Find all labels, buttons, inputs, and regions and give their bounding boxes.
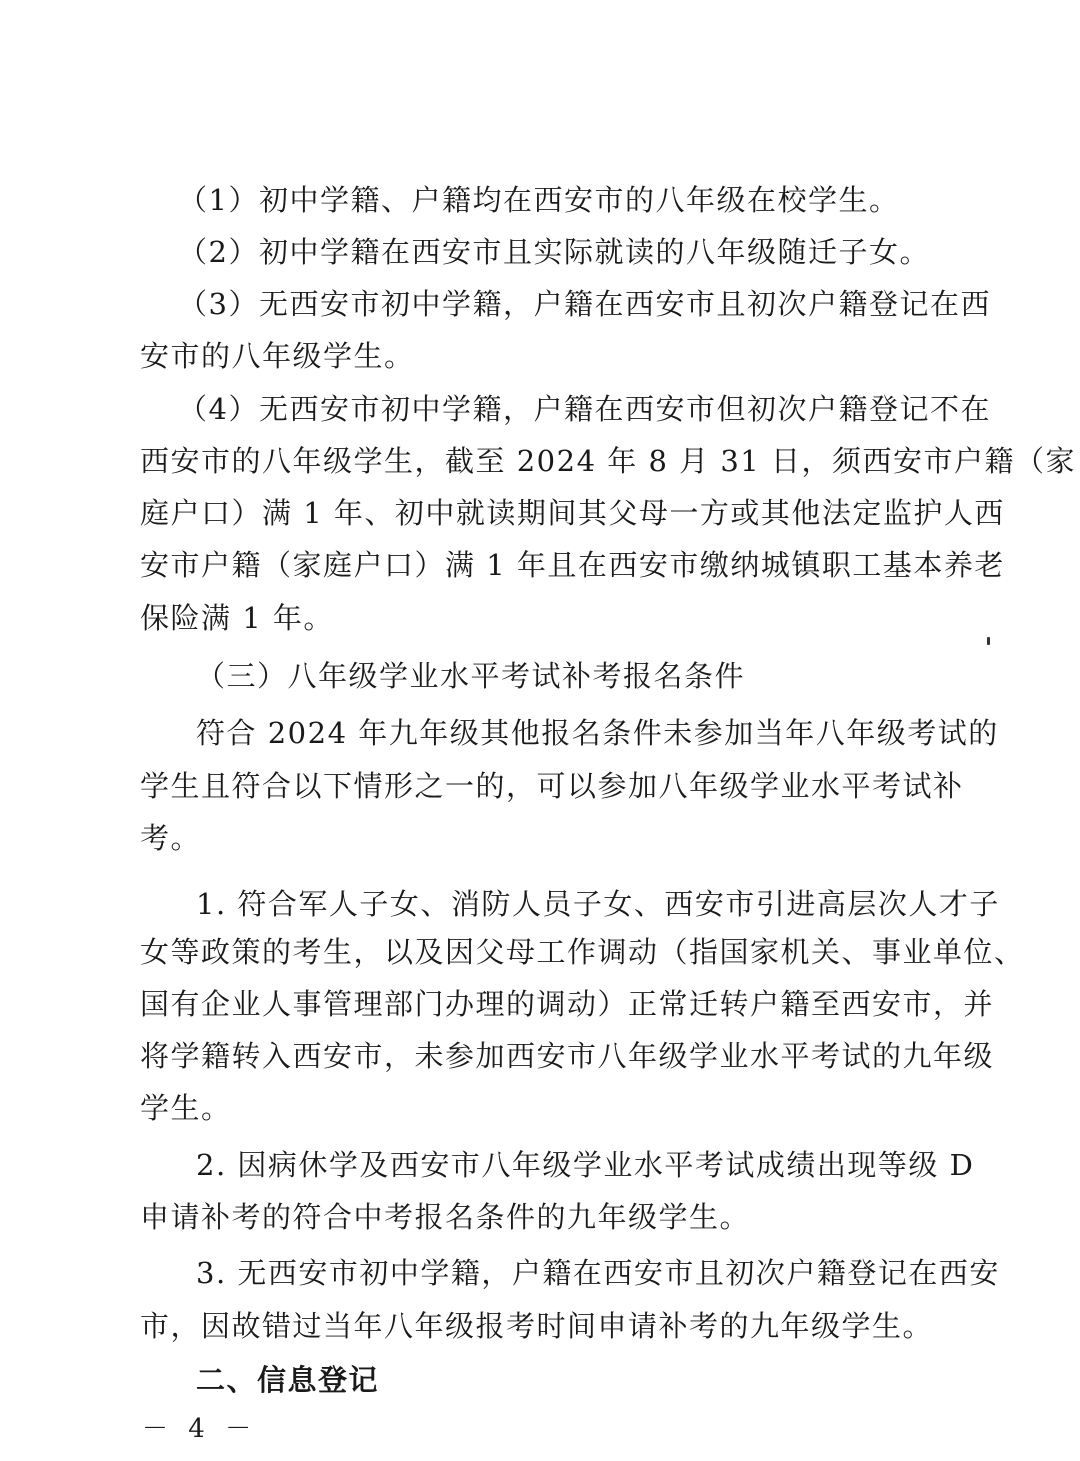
text-line: （1）初中学籍、户籍均在西安市的八年级在校学生。 bbox=[178, 183, 900, 217]
text-line: 国有企业人事管理部门办理的调动）正常迁转户籍至西安市，并 bbox=[140, 987, 995, 1021]
text-line: 保险满 1 年。 bbox=[140, 601, 334, 635]
text-line: 1. 符合军人子女、消防人员子女、西安市引进高层次人才子 bbox=[196, 887, 1000, 921]
text-line: （4）无西安市初中学籍，户籍在西安市但初次户籍登记不在 bbox=[178, 392, 991, 426]
section-heading: （三）八年级学业水平考试补考报名条件 bbox=[196, 659, 746, 693]
text-line: （3）无西安市初中学籍，户籍在西安市且初次户籍登记在西 bbox=[178, 287, 991, 321]
text-line: 2. 因病休学及西安市八年级学业水平考试成绩出现等级 D bbox=[196, 1148, 975, 1182]
section-heading-bold: 二、信息登记 bbox=[196, 1363, 380, 1397]
text-line: 市，因故错过当年八年级报考时间申请补考的九年级学生。 bbox=[140, 1309, 934, 1343]
text-line: 安市户籍（家庭户口）满 1 年且在西安市缴纳城镇职工基本养老 bbox=[140, 548, 1005, 582]
text-line: 将学籍转入西安市，未参加西安市八年级学业水平考试的九年级 bbox=[140, 1039, 995, 1073]
text-line: 符合 2024 年九年级其他报名条件未参加当年八年级考试的 bbox=[196, 716, 999, 750]
text-line: 西安市的八年级学生，截至 2024 年 8 月 31 日，须西安市户籍（家 bbox=[140, 444, 1076, 478]
text-line: 学生且符合以下情形之一的，可以参加八年级学业水平考试补 bbox=[140, 769, 964, 803]
scan-speck bbox=[987, 637, 990, 645]
page-number: － 4 － bbox=[142, 1414, 258, 1444]
text-line: 考。 bbox=[140, 821, 202, 855]
text-line: 安市的八年级学生。 bbox=[140, 339, 415, 373]
text-line: 学生。 bbox=[140, 1091, 232, 1125]
text-line: 女等政策的考生，以及因父母工作调动（指国家机关、事业单位、 bbox=[140, 935, 1025, 969]
text-line: 庭户口）满 1 年、初中就读期间其父母一方或其他法定监护人西 bbox=[140, 496, 1005, 530]
text-line: 3. 无西安市初中学籍，户籍在西安市且初次户籍登记在西安 bbox=[196, 1256, 1000, 1290]
text-line: 申请补考的符合中考报名条件的九年级学生。 bbox=[140, 1200, 751, 1234]
text-line: （2）初中学籍在西安市且实际就读的八年级随迁子女。 bbox=[178, 235, 930, 269]
